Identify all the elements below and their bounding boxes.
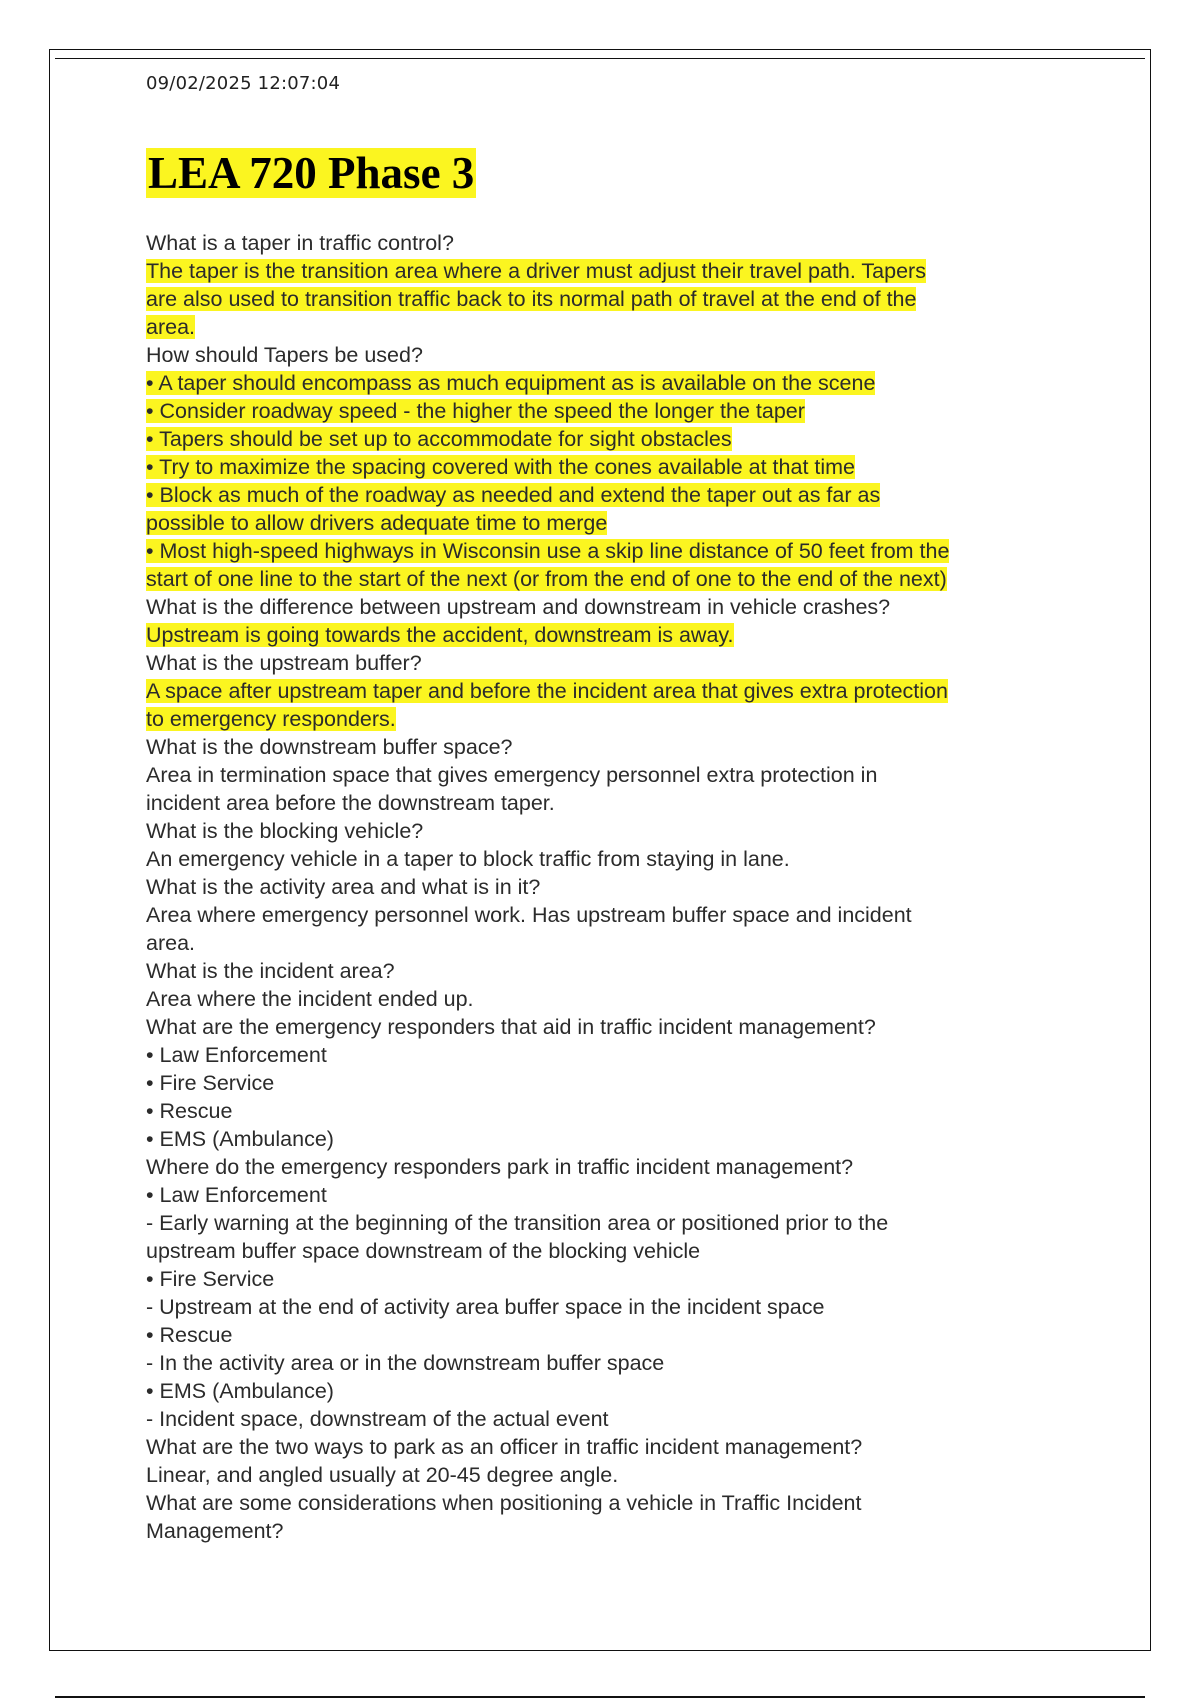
document-title bbox=[146, 146, 476, 200]
highlighted-text: • Try to maximize the spacing covered with the cones available at that time bbox=[146, 455, 856, 479]
text-line bbox=[146, 1489, 1076, 1517]
text-line bbox=[146, 1321, 1076, 1349]
text-line bbox=[146, 1153, 1076, 1181]
text-line bbox=[146, 537, 1076, 565]
text-line bbox=[146, 789, 1076, 817]
text-line bbox=[146, 957, 1076, 985]
text-line bbox=[146, 397, 1076, 425]
line-text: upstream buffer space downstream of the blocking vehicle bbox=[146, 1239, 701, 1263]
highlighted-text: • Most high-speed highways in Wisconsin use a skip line distance of 50 feet from the bbox=[146, 539, 950, 563]
text-line bbox=[146, 1293, 1076, 1321]
text-line bbox=[146, 1405, 1076, 1433]
line-text: What is the incident area? bbox=[146, 959, 395, 983]
line-text: - In the activity area or in the downstream buffer space bbox=[146, 1351, 665, 1375]
text-line bbox=[146, 761, 1076, 789]
line-text: What is the upstream buffer? bbox=[146, 651, 422, 675]
page-bottom-rule bbox=[55, 1696, 1145, 1698]
line-text: Linear, and angled usually at 20-45 degree angle. bbox=[146, 1463, 619, 1487]
text-line bbox=[146, 1181, 1076, 1209]
line-text: • Rescue bbox=[146, 1099, 233, 1123]
line-text: What are some considerations when positioning a vehicle in Traffic Incident bbox=[146, 1491, 862, 1515]
line-text: area. bbox=[146, 931, 196, 955]
line-text: How should Tapers be used? bbox=[146, 343, 423, 367]
line-text: - Upstream at the end of activity area buffer space in the incident space bbox=[146, 1295, 825, 1319]
text-line bbox=[146, 1013, 1076, 1041]
text-line bbox=[146, 1237, 1076, 1265]
study-notes-body bbox=[146, 229, 1076, 1545]
text-line bbox=[146, 677, 1076, 705]
highlighted-text: start of one line to the start of the next (or from the end of one to the end of the next) bbox=[146, 567, 947, 591]
text-line bbox=[146, 1265, 1076, 1293]
text-line bbox=[146, 1041, 1076, 1069]
text-line bbox=[146, 621, 1076, 649]
line-text: - Early warning at the beginning of the transition area or positioned prior to the bbox=[146, 1211, 889, 1235]
text-line bbox=[146, 425, 1076, 453]
text-line bbox=[146, 257, 1076, 285]
line-text: Area where the incident ended up. bbox=[146, 987, 474, 1011]
line-text: Where do the emergency responders park in traffic incident management? bbox=[146, 1155, 854, 1179]
line-text: Management? bbox=[146, 1519, 284, 1543]
highlighted-text: are also used to transition traffic back to its normal path of travel at the end of the bbox=[146, 287, 917, 311]
line-text: • Law Enforcement bbox=[146, 1043, 327, 1067]
text-line bbox=[146, 341, 1076, 369]
highlighted-text: A space after upstream taper and before the incident area that gives extra protection bbox=[146, 679, 948, 703]
line-text: What are the emergency responders that aid in traffic incident management? bbox=[146, 1015, 876, 1039]
highlighted-text: The taper is the transition area where a driver must adjust their travel path. Tapers bbox=[146, 259, 926, 283]
text-line bbox=[146, 1125, 1076, 1153]
text-line bbox=[146, 901, 1076, 929]
print-timestamp: 09/02/2025 12:07:04 bbox=[146, 73, 341, 94]
line-text: • EMS (Ambulance) bbox=[146, 1379, 334, 1403]
text-line bbox=[146, 733, 1076, 761]
text-line bbox=[146, 1377, 1076, 1405]
text-line bbox=[146, 649, 1076, 677]
text-line bbox=[146, 593, 1076, 621]
line-text: What are the two ways to park as an officer in traffic incident management? bbox=[146, 1435, 863, 1459]
text-line bbox=[146, 481, 1076, 509]
highlighted-text: • Tapers should be set up to accommodate for sight obstacles bbox=[146, 427, 732, 451]
line-text: Area in termination space that gives emergency personnel extra protection in bbox=[146, 763, 878, 787]
text-line bbox=[146, 929, 1076, 957]
text-line bbox=[146, 1069, 1076, 1097]
text-line bbox=[146, 873, 1076, 901]
text-line bbox=[146, 1433, 1076, 1461]
text-line bbox=[146, 1517, 1076, 1545]
text-line bbox=[146, 509, 1076, 537]
line-text: What is the activity area and what is in it? bbox=[146, 875, 541, 899]
text-line bbox=[146, 453, 1076, 481]
highlighted-text: to emergency responders. bbox=[146, 707, 396, 731]
text-line bbox=[146, 313, 1076, 341]
document-title-text: LEA 720 Phase 3 bbox=[148, 148, 475, 198]
line-text: • Law Enforcement bbox=[146, 1183, 327, 1207]
text-line bbox=[146, 705, 1076, 733]
text-line bbox=[146, 1349, 1076, 1377]
line-text: Area where emergency personnel work. Has upstream buffer space and incident bbox=[146, 903, 912, 927]
line-text: What is a taper in traffic control? bbox=[146, 231, 454, 255]
line-text: What is the blocking vehicle? bbox=[146, 819, 424, 843]
line-text: - Incident space, downstream of the actual event bbox=[146, 1407, 609, 1431]
highlighted-text: • Consider roadway speed - the higher the speed the longer the taper bbox=[146, 399, 805, 423]
line-text: • Fire Service bbox=[146, 1071, 275, 1095]
line-text: • EMS (Ambulance) bbox=[146, 1127, 334, 1151]
line-text: An emergency vehicle in a taper to block traffic from staying in lane. bbox=[146, 847, 790, 871]
highlighted-text: • A taper should encompass as much equipment as is available on the scene bbox=[146, 371, 876, 395]
highlighted-text: area. bbox=[146, 315, 196, 339]
text-line bbox=[146, 1209, 1076, 1237]
highlighted-text: • Block as much of the roadway as needed and extend the taper out as far as bbox=[146, 483, 881, 507]
line-text: What is the downstream buffer space? bbox=[146, 735, 513, 759]
text-line bbox=[146, 1461, 1076, 1489]
highlighted-text: possible to allow drivers adequate time to merge bbox=[146, 511, 608, 535]
text-line bbox=[146, 229, 1076, 257]
line-text: What is the difference between upstream and downstream in vehicle crashes? bbox=[146, 595, 891, 619]
text-line bbox=[146, 565, 1076, 593]
text-line bbox=[146, 285, 1076, 313]
text-line bbox=[146, 845, 1076, 873]
text-line bbox=[146, 985, 1076, 1013]
text-line bbox=[146, 817, 1076, 845]
text-line bbox=[146, 1097, 1076, 1125]
line-text: • Fire Service bbox=[146, 1267, 275, 1291]
line-text: incident area before the downstream taper. bbox=[146, 791, 555, 815]
line-text: • Rescue bbox=[146, 1323, 233, 1347]
highlighted-text: Upstream is going towards the accident, downstream is away. bbox=[146, 623, 734, 647]
text-line bbox=[146, 369, 1076, 397]
